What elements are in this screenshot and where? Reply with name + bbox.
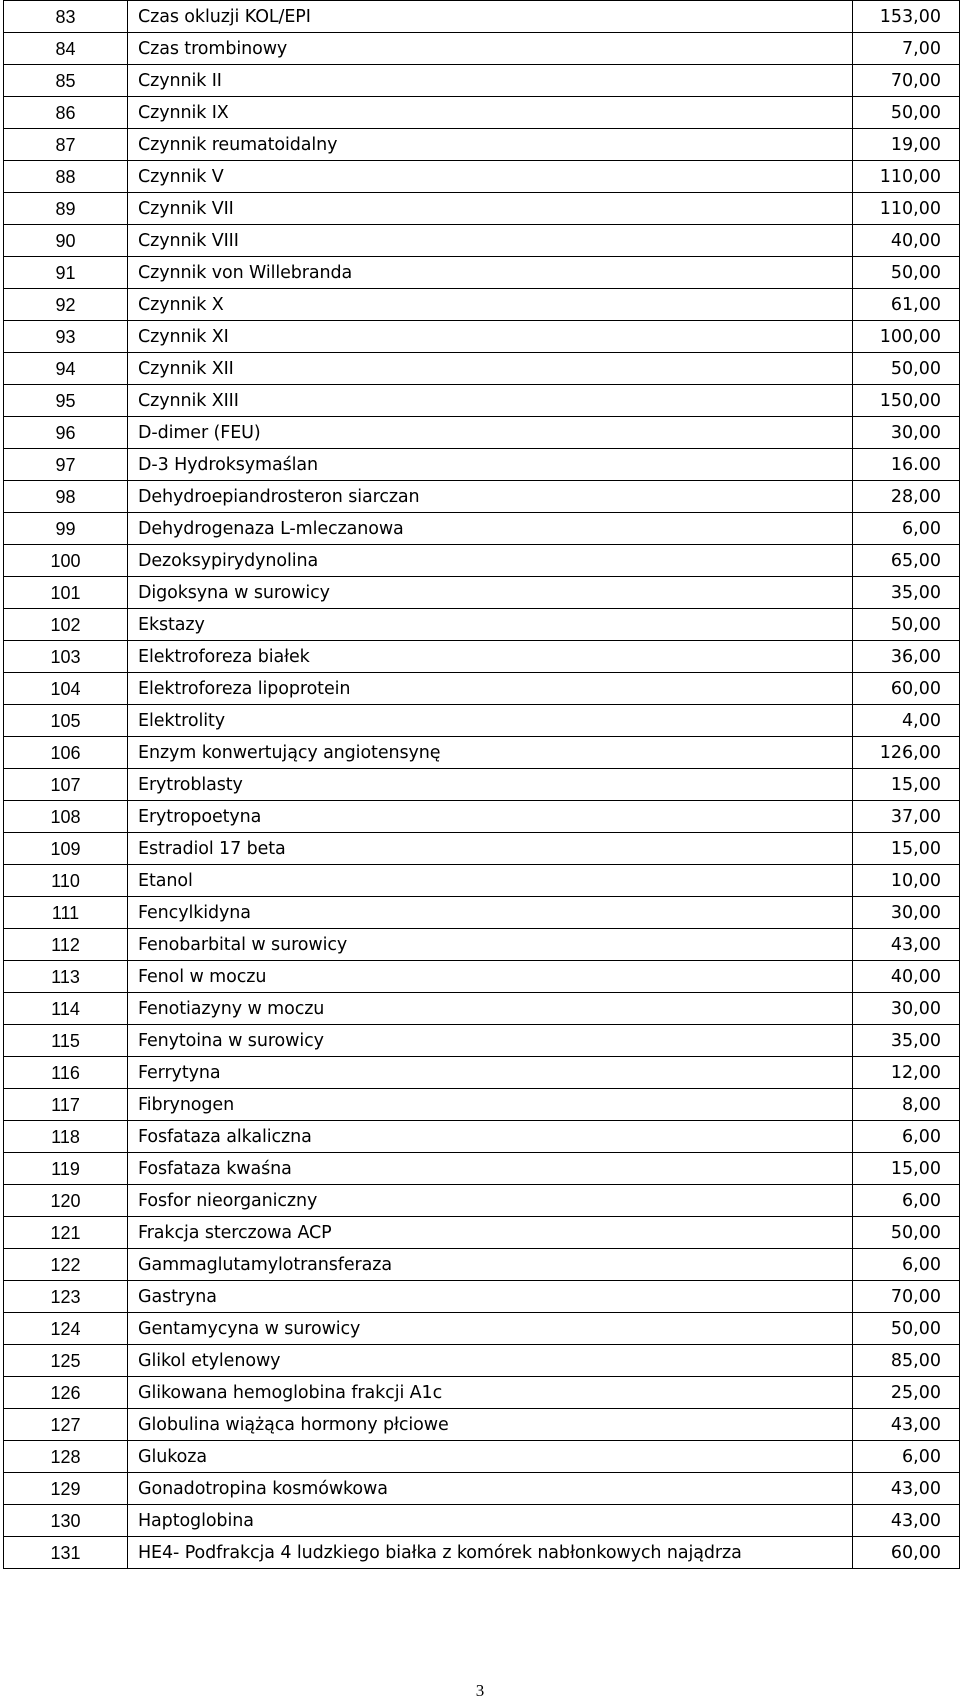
test-price: 43,00 [853,1505,960,1537]
row-number: 123 [4,1281,128,1313]
table-row [4,1121,960,1153]
table-row [4,1025,960,1057]
test-name: Czynnik reumatoidalny [128,129,853,161]
price-list-body [4,1,960,1569]
table-row [4,929,960,961]
row-number: 114 [4,993,128,1025]
row-number: 126 [4,1377,128,1409]
row-number: 87 [4,129,128,161]
test-name: Elektrolity [128,705,853,737]
test-price: 61,00 [853,289,960,321]
test-name: Fencylkidyna [128,897,853,929]
table-row [4,705,960,737]
row-number: 118 [4,1121,128,1153]
test-name: Digoksyna w surowicy [128,577,853,609]
row-number: 127 [4,1409,128,1441]
test-name: Fenol w moczu [128,961,853,993]
test-price: 150,00 [853,385,960,417]
test-price: 36,00 [853,641,960,673]
test-price: 43,00 [853,1473,960,1505]
test-price: 15,00 [853,1153,960,1185]
row-number: 112 [4,929,128,961]
row-number: 122 [4,1249,128,1281]
table-row [4,481,960,513]
test-price: 110,00 [853,161,960,193]
table-row [4,33,960,65]
test-name: Czynnik VIII [128,225,853,257]
test-name: Estradiol 17 beta [128,833,853,865]
test-name: Elektroforeza białek [128,641,853,673]
table-row [4,1,960,33]
table-row [4,289,960,321]
row-number: 129 [4,1473,128,1505]
test-price: 43,00 [853,1409,960,1441]
test-price: 100,00 [853,321,960,353]
table-row [4,225,960,257]
row-number: 83 [4,1,128,33]
row-number: 128 [4,1441,128,1473]
table-row [4,353,960,385]
test-name: Fenytoina w surowicy [128,1025,853,1057]
row-number: 108 [4,801,128,833]
row-number: 99 [4,513,128,545]
row-number: 88 [4,161,128,193]
test-name: Czynnik VII [128,193,853,225]
table-row [4,1217,960,1249]
row-number: 117 [4,1089,128,1121]
test-name: Fenobarbital w surowicy [128,929,853,961]
test-price: 50,00 [853,257,960,289]
table-row [4,129,960,161]
table-row [4,801,960,833]
table-row [4,1473,960,1505]
test-price: 70,00 [853,65,960,97]
table-row [4,577,960,609]
test-price: 15,00 [853,833,960,865]
table-row [4,993,960,1025]
table-row [4,1377,960,1409]
row-number: 94 [4,353,128,385]
test-name: Czynnik V [128,161,853,193]
table-row [4,545,960,577]
row-number: 97 [4,449,128,481]
row-number: 90 [4,225,128,257]
test-price: 7,00 [853,33,960,65]
test-name: Fenotiazyny w moczu [128,993,853,1025]
test-price: 153,00 [853,1,960,33]
test-price: 30,00 [853,993,960,1025]
row-number: 102 [4,609,128,641]
table-row [4,833,960,865]
test-name: D-dimer (FEU) [128,417,853,449]
page-number: 3 [475,1681,485,1700]
table-row [4,65,960,97]
test-name: Haptoglobina [128,1505,853,1537]
test-price: 50,00 [853,1217,960,1249]
table-row [4,961,960,993]
row-number: 89 [4,193,128,225]
table-row [4,1153,960,1185]
table-row [4,769,960,801]
test-name: Glukoza [128,1441,853,1473]
row-number: 121 [4,1217,128,1249]
row-number: 124 [4,1313,128,1345]
test-name: Gammaglutamylotransferaza [128,1249,853,1281]
test-price: 35,00 [853,1025,960,1057]
row-number: 119 [4,1153,128,1185]
table-row [4,1441,960,1473]
test-name: Gentamycyna w surowicy [128,1313,853,1345]
test-name: Dezoksypirydynolina [128,545,853,577]
test-name: Enzym konwertujący angiotensynę [128,737,853,769]
test-name: Fosfataza alkaliczna [128,1121,853,1153]
table-row [4,1537,960,1569]
table-row [4,417,960,449]
row-number: 98 [4,481,128,513]
test-price: 110,00 [853,193,960,225]
test-name: Czynnik von Willebranda [128,257,853,289]
table-row [4,1345,960,1377]
row-number: 106 [4,737,128,769]
test-name: D-3 Hydroksymaślan [128,449,853,481]
test-price: 28,00 [853,481,960,513]
test-price: 6,00 [853,1441,960,1473]
test-price: 50,00 [853,1313,960,1345]
row-number: 109 [4,833,128,865]
row-number: 125 [4,1345,128,1377]
row-number: 103 [4,641,128,673]
table-row [4,737,960,769]
price-list-table [3,0,960,1569]
test-name: Elektroforeza lipoprotein [128,673,853,705]
test-price: 10,00 [853,865,960,897]
test-name: Gastryna [128,1281,853,1313]
test-name: Ekstazy [128,609,853,641]
test-name: Globulina wiążąca hormony płciowe [128,1409,853,1441]
row-number: 91 [4,257,128,289]
test-name: Czas trombinowy [128,33,853,65]
test-price: 60,00 [853,1537,960,1569]
table-row [4,865,960,897]
row-number: 131 [4,1537,128,1569]
test-price: 4,00 [853,705,960,737]
row-number: 100 [4,545,128,577]
test-price: 35,00 [853,577,960,609]
row-number: 93 [4,321,128,353]
test-name: HE4- Podfrakcja 4 ludzkiego białka z komórek nabłonkowych najądrza [128,1537,853,1569]
table-row [4,1249,960,1281]
test-name: Czynnik XIII [128,385,853,417]
test-name: Dehydrogenaza L-mleczanowa [128,513,853,545]
row-number: 95 [4,385,128,417]
test-name: Fibrynogen [128,1089,853,1121]
test-name: Czynnik IX [128,97,853,129]
test-price: 50,00 [853,609,960,641]
test-name: Erytroblasty [128,769,853,801]
table-row [4,513,960,545]
test-name: Erytropoetyna [128,801,853,833]
test-price: 126,00 [853,737,960,769]
row-number: 84 [4,33,128,65]
test-name: Etanol [128,865,853,897]
test-price: 25,00 [853,1377,960,1409]
row-number: 101 [4,577,128,609]
test-price: 19,00 [853,129,960,161]
test-price: 16.00 [853,449,960,481]
test-price: 43,00 [853,929,960,961]
table-row [4,161,960,193]
row-number: 120 [4,1185,128,1217]
row-number: 105 [4,705,128,737]
row-number: 115 [4,1025,128,1057]
table-row [4,321,960,353]
row-number: 111 [4,897,128,929]
test-price: 6,00 [853,1121,960,1153]
row-number: 104 [4,673,128,705]
test-price: 6,00 [853,1185,960,1217]
test-price: 60,00 [853,673,960,705]
test-price: 65,00 [853,545,960,577]
test-price: 50,00 [853,353,960,385]
test-price: 85,00 [853,1345,960,1377]
test-price: 50,00 [853,97,960,129]
table-row [4,1057,960,1089]
table-row [4,1185,960,1217]
test-price: 6,00 [853,513,960,545]
row-number: 116 [4,1057,128,1089]
test-price: 70,00 [853,1281,960,1313]
table-row [4,449,960,481]
row-number: 110 [4,865,128,897]
test-name: Czynnik X [128,289,853,321]
test-name: Fosfataza kwaśna [128,1153,853,1185]
test-name: Glikol etylenowy [128,1345,853,1377]
table-row [4,1281,960,1313]
table-row [4,609,960,641]
row-number: 113 [4,961,128,993]
table-row [4,1089,960,1121]
test-price: 40,00 [853,961,960,993]
row-number: 130 [4,1505,128,1537]
table-row [4,1313,960,1345]
test-name: Czas okluzji KOL/EPI [128,1,853,33]
table-row [4,673,960,705]
test-price: 8,00 [853,1089,960,1121]
test-name: Glikowana hemoglobina frakcji A1c [128,1377,853,1409]
table-row [4,193,960,225]
table-row [4,97,960,129]
test-price: 40,00 [853,225,960,257]
test-price: 6,00 [853,1249,960,1281]
test-price: 12,00 [853,1057,960,1089]
test-price: 30,00 [853,897,960,929]
table-row [4,257,960,289]
test-name: Czynnik II [128,65,853,97]
test-name: Ferrytyna [128,1057,853,1089]
test-price: 37,00 [853,801,960,833]
table-row [4,1505,960,1537]
table-row [4,641,960,673]
test-name: Dehydroepiandrosteron siarczan [128,481,853,513]
row-number: 86 [4,97,128,129]
row-number: 107 [4,769,128,801]
test-name: Fosfor nieorganiczny [128,1185,853,1217]
test-name: Gonadotropina kosmówkowa [128,1473,853,1505]
row-number: 96 [4,417,128,449]
test-name: Czynnik XII [128,353,853,385]
table-row [4,897,960,929]
test-price: 15,00 [853,769,960,801]
table-row [4,1409,960,1441]
test-name: Czynnik XI [128,321,853,353]
row-number: 92 [4,289,128,321]
test-name: Frakcja sterczowa ACP [128,1217,853,1249]
table-row [4,385,960,417]
row-number: 85 [4,65,128,97]
test-price: 30,00 [853,417,960,449]
